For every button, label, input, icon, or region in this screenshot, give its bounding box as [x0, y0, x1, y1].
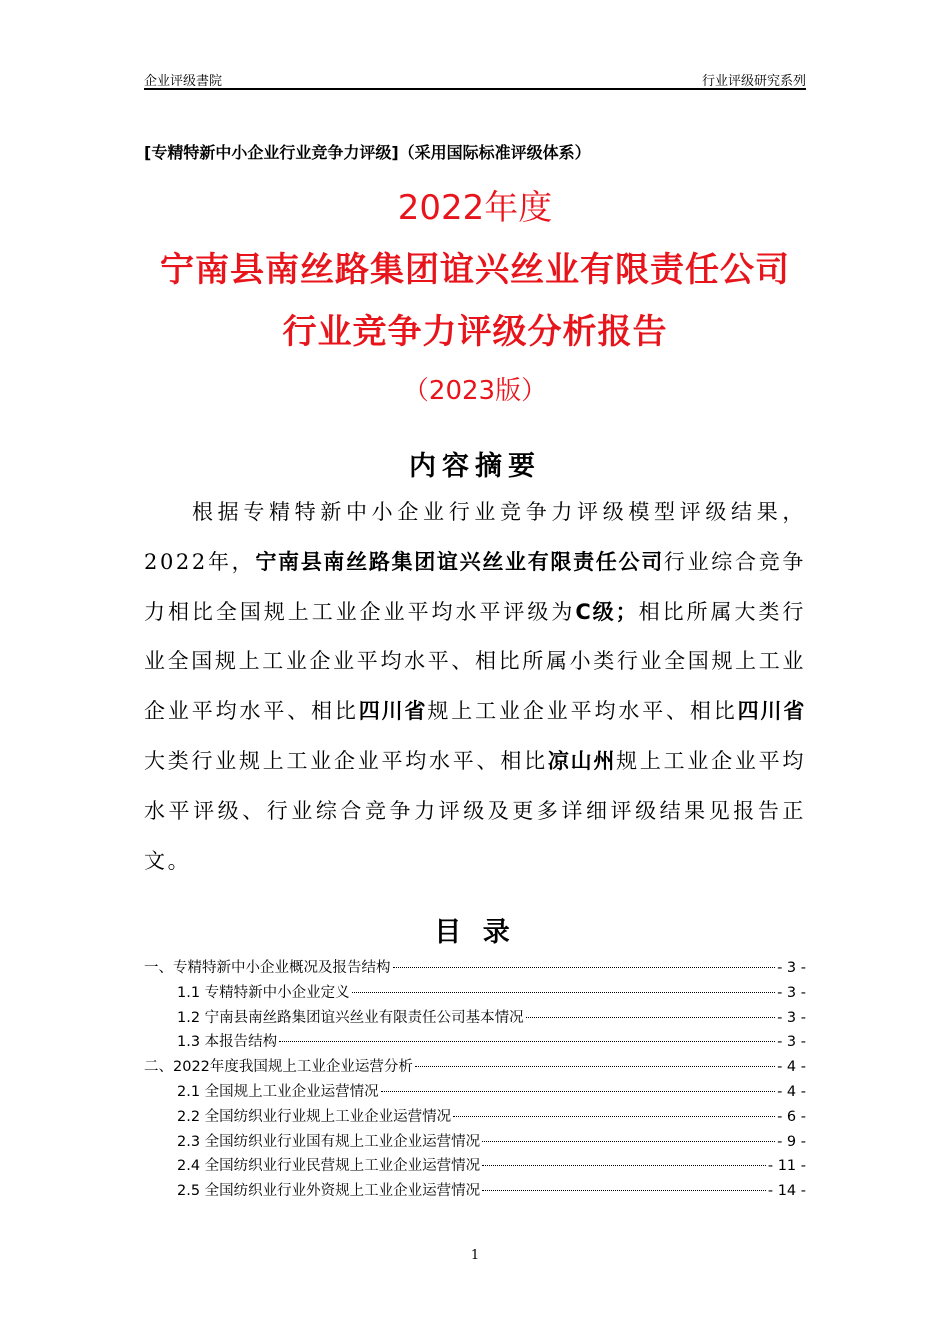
toc-page: - 4 - [777, 1083, 806, 1100]
toc-entry[interactable] [144, 1179, 806, 1204]
toc-page: - 9 - [777, 1133, 806, 1150]
header-right: 行业评级研究系列 [701, 74, 806, 89]
toc-page: - 3 - [777, 1034, 806, 1051]
toc-leader [482, 1141, 775, 1142]
toc-label: 1.1 专精特新中小企业定义 [177, 984, 350, 1001]
toc-label: 二、2022年度我国规上工业企业运营分析 [144, 1059, 413, 1076]
title-report: 行业竞争力评级分析报告 [282, 312, 668, 352]
toc-page: - 3 - [777, 1009, 806, 1026]
toc-label: 2.3 全国纺织业行业国有规上工业企业运营情况 [177, 1133, 481, 1150]
toc-leader [453, 1116, 775, 1117]
abstract-text: 相比所属大类行业全国规上工业企业平均水平、相比所属小类行业全国规上工业企业平均水平、相比 [144, 599, 806, 724]
toc-label: 1.3 本报告结构 [177, 1034, 278, 1051]
tagline: [专精特新中小企业行业竞争力评级]（采用国际标准评级体系） [144, 143, 591, 162]
table-of-contents [144, 956, 806, 1204]
toc-label: 一、专精特新中小企业概况及报告结构 [144, 960, 391, 976]
abstract-bold-text: 宁南县南丝路集团谊兴丝业有限责任公司 [255, 549, 664, 574]
header-left: 企业评级書院 [144, 74, 223, 89]
toc-label: 2.5 全国纺织业行业外资规上工业企业运营情况 [177, 1183, 481, 1200]
toc-leader [482, 1165, 766, 1166]
toc-entry[interactable] [144, 1030, 806, 1055]
toc-entry[interactable] [144, 1080, 806, 1105]
title-year: 2022年度 [397, 188, 553, 228]
abstract-text: 行业综合竞争力相比全国规上工业企业平均水平评级为 [144, 549, 806, 624]
toc-page: - 3 - [777, 960, 806, 976]
abstract-paragraph [144, 488, 806, 886]
page-header [144, 68, 806, 90]
toc-page: - 6 - [777, 1108, 806, 1125]
abstract-bold-text: 四川省 [358, 699, 428, 724]
abstract-text: 规上工业企业平均水平评级、行业综合竞争力评级及更多详细评级结果见报告正文。 [144, 748, 806, 873]
toc-page: - 11 - [767, 1158, 806, 1175]
title-company: 宁南县南丝路集团谊兴丝业有限责任公司 [160, 250, 790, 290]
toc-leader [393, 967, 776, 968]
toc-leader [482, 1190, 766, 1191]
toc-heading: 目 录 [434, 917, 516, 948]
toc-leader [415, 1066, 775, 1067]
abstract-text: 大类行业规上工业企业平均水平、相比 [144, 748, 548, 773]
toc-entry[interactable] [144, 1055, 806, 1080]
toc-entry[interactable] [144, 1006, 806, 1031]
toc-leader [279, 1041, 775, 1042]
toc-entry[interactable] [144, 981, 806, 1006]
abstract-text: 根据专精特新中小企业行业竞争力评级模型评级结果，2022年， [144, 500, 806, 574]
abstract-text: 规上工业企业平均水平、相比 [427, 699, 738, 724]
toc-entry[interactable] [144, 1105, 806, 1130]
title-edition: （2023版） [402, 376, 548, 406]
toc-entry[interactable] [144, 1130, 806, 1155]
page-number: 1 [470, 1248, 480, 1263]
toc-entry[interactable] [144, 1154, 806, 1179]
abstract-bold-text: 凉山州 [547, 748, 617, 773]
toc-entry[interactable] [144, 956, 806, 981]
toc-label: 2.1 全国规上工业企业运营情况 [177, 1083, 379, 1100]
toc-page: - 4 - [777, 1059, 806, 1076]
toc-page: - 14 - [767, 1183, 806, 1200]
abstract-heading: 内容摘要 [409, 451, 541, 482]
toc-leader [352, 992, 775, 993]
toc-leader [526, 1017, 775, 1018]
toc-label: 1.2 宁南县南丝路集团谊兴丝业有限责任公司基本情况 [177, 1009, 524, 1026]
abstract-bold-text: C级； [575, 599, 639, 624]
toc-page: - 3 - [777, 984, 806, 1001]
toc-leader [381, 1091, 775, 1092]
toc-label: 2.2 全国纺织业行业规上工业企业运营情况 [177, 1108, 452, 1125]
abstract-bold-text: 四川省 [737, 699, 806, 724]
toc-label: 2.4 全国纺织业行业民营规上工业企业运营情况 [177, 1158, 481, 1175]
